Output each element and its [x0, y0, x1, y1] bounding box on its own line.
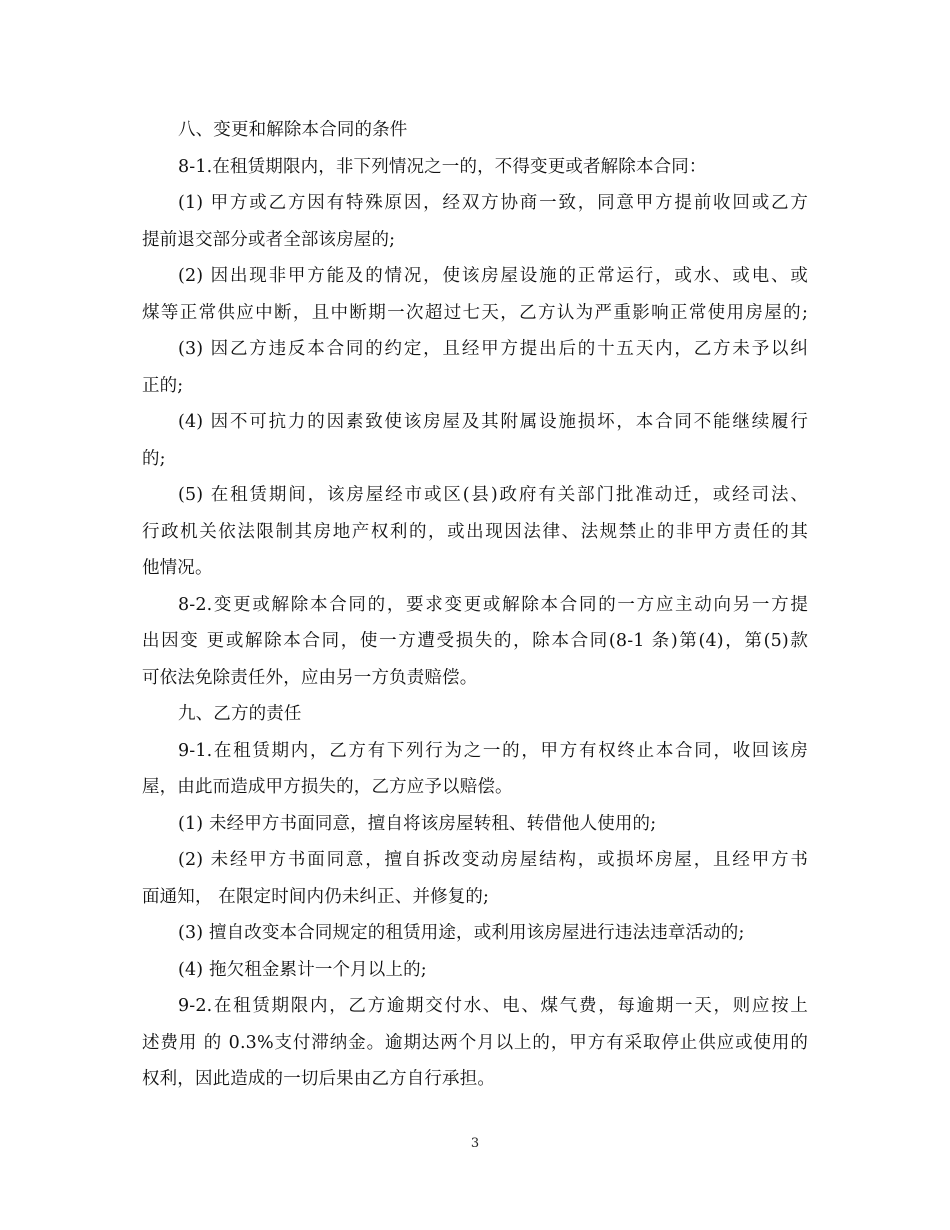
text-line: (4) 拖欠租金累计一个月以上的; — [178, 959, 427, 980]
text-line: 出因变 更或解除本合同，使一方遭受损失的，除本合同(8-1 条)第(4)，第(5)款 — [142, 631, 808, 651]
text-line: 面通知， 在限定时间内仍未纠正、并修复的; — [142, 886, 490, 907]
text-line: 八、变更和解除本合同的条件 — [178, 120, 408, 140]
document-body — [142, 116, 808, 1102]
text-line: 他情况。 — [142, 558, 213, 578]
text-line: 正的; — [142, 375, 184, 396]
text-line: 的; — [142, 448, 166, 469]
text-line: 煤等正常供应中断，且中断期一次超过七天，乙方认为严重影响正常使用房屋的; — [142, 302, 808, 323]
text-line: 8-1.在租赁期限内，非下列情况之一的，不得变更或者解除本合同： — [178, 156, 707, 177]
text-line: 行政机关依法限制其房地产权利的，或出现因法律、法规禁止的非甲方责任的其 — [142, 521, 808, 542]
text-line: (2) 未经甲方书面同意，擅自拆改变动房屋结构，或损坏房屋，且经甲方书 — [178, 850, 808, 870]
text-line: 可依法免除责任外，应由另一方负责赔偿。 — [142, 667, 478, 688]
text-line: 述费用 的 0.3%支付滞纳金。逾期达两个月以上的，甲方有采取停止供应或使用的 — [142, 1032, 808, 1053]
text-line: 权利，因此造成的一切后果由乙方自行承担。 — [142, 1069, 495, 1089]
page-number: 3 — [470, 1136, 480, 1151]
text-line: (4) 因不可抗力的因素致使该房屋及其附属设施损坏，本合同不能继续履行 — [178, 412, 808, 432]
text-line: (3) 擅自改变本合同规定的租赁用途，或利用该房屋进行违法违章活动的; — [178, 923, 745, 943]
text-line: 提前退交部分或者全部该房屋的; — [142, 229, 396, 250]
text-line: 屋，由此而造成甲方损失的，乙方应予以赔偿。 — [142, 777, 513, 797]
text-line: (1) 未经甲方书面同意，擅自将该房屋转租、转借他人使用的; — [178, 813, 657, 834]
text-line: (2) 因出现非甲方能及的情况，使该房屋设施的正常运行，或水、或电、或 — [178, 266, 808, 286]
text-line: 九、乙方的责任 — [178, 704, 302, 724]
text-line: (3) 因乙方违反本合同的约定，且经甲方提出后的十五天内，乙方未予以纠 — [178, 339, 808, 359]
text-line: 9-2.在租赁期限内，乙方逾期交付水、电、煤气费，每逾期一天，则应按上 — [178, 996, 808, 1016]
text-line: (1) 甲方或乙方因有特殊原因，经双方协商一致，同意甲方提前收回或乙方 — [178, 193, 808, 213]
text-line: 9-1.在租赁期内，乙方有下列行为之一的，甲方有权终止本合同，收回该房 — [178, 740, 808, 761]
text-line: 8-2.变更或解除本合同的，要求变更或解除本合同的一方应主动向另一方提 — [178, 594, 808, 615]
text-line: (5) 在租赁期间，该房屋经市或区(县)政府有关部门批准动迁，或经司法、 — [178, 485, 808, 505]
